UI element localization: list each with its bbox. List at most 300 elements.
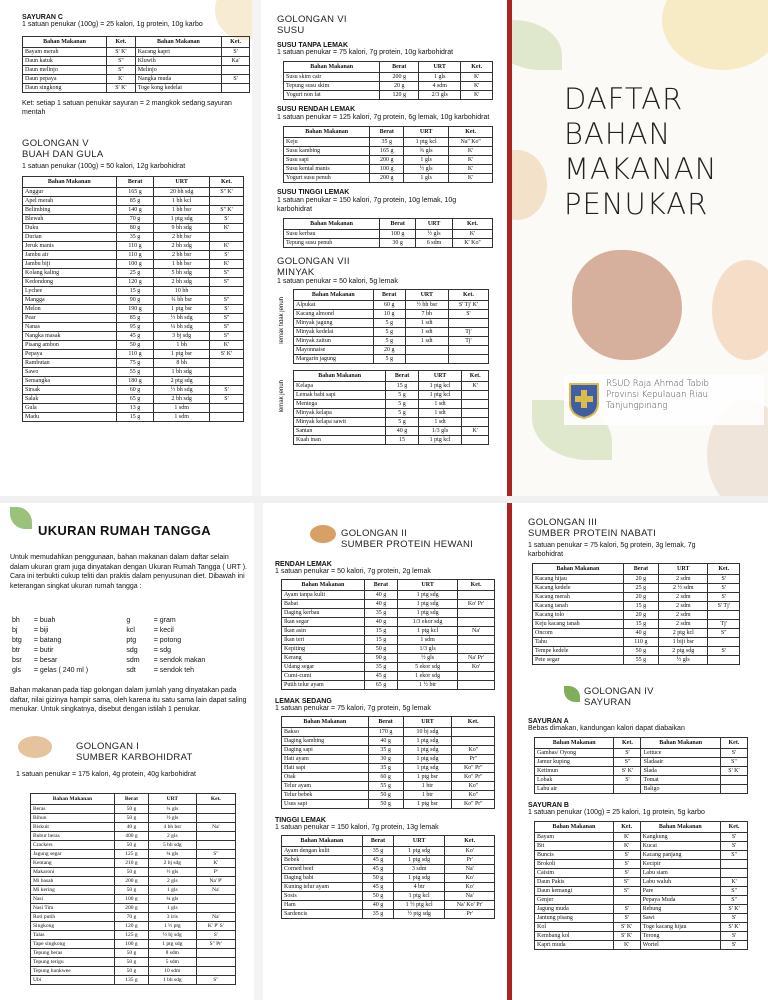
table-row bbox=[23, 386, 244, 395]
table-cell: Sosis bbox=[282, 892, 363, 901]
table-cell: K' bbox=[196, 859, 235, 868]
table-cell: Bakso bbox=[282, 728, 369, 737]
table-row bbox=[282, 654, 495, 663]
table-row bbox=[282, 910, 495, 919]
table-cell: 200 g bbox=[370, 156, 404, 165]
abbreviation-cell: bh bbox=[12, 617, 20, 624]
section-heading: SAYURAN A bbox=[528, 718, 569, 725]
table-cell: Susu kambing bbox=[284, 147, 370, 156]
table-cell: S'' bbox=[613, 878, 640, 887]
section-heading: RENDAH LEMAK bbox=[275, 561, 332, 568]
table-cell: K' bbox=[209, 224, 243, 233]
susu-tanpa-lemak-table bbox=[283, 61, 493, 100]
table-row bbox=[23, 395, 244, 404]
table-cell: Biskuit bbox=[31, 823, 115, 832]
table-cell: Kucai bbox=[640, 842, 720, 851]
table-cell: 50 g bbox=[362, 874, 393, 883]
table-cell: ½ bh sdg bbox=[154, 386, 209, 395]
table-cell: 1 bh sdg bbox=[149, 976, 197, 985]
table-row bbox=[31, 832, 236, 841]
table-header-row bbox=[282, 836, 495, 847]
table-cell: 110 g bbox=[116, 242, 154, 251]
table-cell: K' bbox=[452, 230, 492, 239]
rendah-lemak-table bbox=[281, 579, 495, 690]
table-cell: 1 ptg sdg bbox=[393, 856, 444, 865]
table-cell: 2 bh sdg bbox=[154, 242, 209, 251]
table-cell: ¾ gls bbox=[149, 850, 197, 859]
table-cell: S'' bbox=[107, 66, 136, 75]
table-cell: Tomat bbox=[641, 776, 720, 785]
table-cell: S'' bbox=[209, 278, 243, 287]
table-row bbox=[533, 638, 740, 647]
table-row bbox=[535, 860, 748, 869]
table-cell: 1 ptg kcl bbox=[418, 382, 462, 391]
table-cell: S' K' bbox=[613, 932, 640, 941]
table-cell: 50 g bbox=[362, 892, 393, 901]
table-cell: Anggur bbox=[23, 188, 117, 197]
table-cell: 25 g bbox=[623, 584, 658, 593]
table-cell: 5 g bbox=[373, 355, 405, 364]
column-header: Berat bbox=[116, 177, 154, 188]
table-cell: Lemak babi sapi bbox=[294, 391, 386, 400]
table-row bbox=[23, 350, 244, 359]
table-cell: ¼ gls bbox=[149, 805, 197, 814]
table-cell: 110 g bbox=[116, 350, 154, 359]
table-cell: S' bbox=[614, 776, 641, 785]
table-row bbox=[294, 391, 489, 400]
table-row bbox=[533, 593, 740, 602]
table-cell: 35 g bbox=[364, 609, 397, 618]
table-header-row bbox=[284, 219, 493, 230]
table-row bbox=[31, 868, 236, 877]
table-cell: 10 sdm bbox=[149, 967, 197, 976]
table-cell: K' bbox=[107, 75, 136, 84]
table-cell bbox=[452, 737, 495, 746]
table-cell: Yogurt susu penuh bbox=[284, 174, 370, 183]
table-cell: Bebek bbox=[282, 856, 363, 865]
table-cell: 55 g bbox=[623, 656, 658, 665]
table-cell: 1 gls bbox=[149, 886, 197, 895]
table-cell: Daun melinjo bbox=[23, 66, 107, 75]
table-row bbox=[31, 886, 236, 895]
table-cell: 1/3 gls bbox=[418, 427, 462, 436]
table-cell: Pr' bbox=[445, 856, 495, 865]
group-portion: 1 satuan penukar = 50 kalori, 5g lemak bbox=[277, 278, 398, 285]
section-subtitle: Bebas dimakan, kandungan kalori dapat diabaikan bbox=[528, 725, 685, 732]
table-row bbox=[23, 233, 244, 242]
column-header: Ket. bbox=[452, 717, 495, 728]
column-header: Ket. bbox=[196, 794, 235, 805]
table-cell: 1 ptg sdg bbox=[398, 591, 458, 600]
table-cell: 1 ptg bsr bbox=[154, 305, 209, 314]
table-cell: S' bbox=[448, 310, 488, 319]
table-cell: Kelapa bbox=[294, 382, 386, 391]
table-cell: Jamur kuping bbox=[535, 758, 614, 767]
table-row bbox=[282, 892, 495, 901]
table-cell: Bayam bbox=[535, 833, 614, 842]
table-row bbox=[533, 620, 740, 629]
column-header: URT bbox=[659, 564, 708, 575]
table-row bbox=[294, 409, 489, 418]
table-cell: Blewah bbox=[23, 215, 117, 224]
table-cell: Beras bbox=[31, 805, 115, 814]
table-cell: S' bbox=[222, 48, 250, 57]
table-cell: 45 g bbox=[116, 332, 154, 341]
table-row bbox=[535, 776, 748, 785]
section-heading: SAYURAN C bbox=[22, 14, 63, 21]
table-cell: ¾ gls bbox=[404, 147, 449, 156]
abbreviation-cell: = gelas ( 240 ml ) bbox=[33, 667, 89, 674]
table-row bbox=[282, 847, 495, 856]
table-row bbox=[282, 800, 495, 809]
table-cell: 50 g bbox=[114, 805, 148, 814]
table-cell: Mi kering bbox=[31, 886, 115, 895]
table-cell: S' Tj' bbox=[708, 602, 740, 611]
column-header: Bahan Makanan bbox=[535, 738, 614, 749]
table-cell: K' bbox=[461, 82, 493, 91]
table-cell: Bit bbox=[535, 842, 614, 851]
table-cell: 1 sdm bbox=[154, 404, 209, 413]
table-row bbox=[23, 413, 244, 422]
column-header: Berat bbox=[386, 371, 418, 382]
table-cell: ½ bh sdg bbox=[154, 314, 209, 323]
table-cell: Telur ayam bbox=[282, 782, 369, 791]
table-cell: 40 g bbox=[623, 629, 658, 638]
table-row bbox=[23, 242, 244, 251]
lemak-tidak-jenuh-table bbox=[293, 289, 489, 364]
table-cell: Kolang kaling bbox=[23, 269, 117, 278]
group-portion: 1 satuan penukar = 75 kalori, 5g protein, 3g lemak, 7g karbohidrat bbox=[528, 542, 696, 558]
column-header: Bahan Makanan bbox=[23, 37, 107, 48]
table-cell: K' Ko'' bbox=[452, 239, 492, 248]
table-cell: Daging sapi bbox=[282, 746, 369, 755]
table-cell: 1 sdt bbox=[418, 418, 462, 427]
table-row bbox=[282, 901, 495, 910]
table-cell: 9 bh sdg bbox=[154, 224, 209, 233]
table-cell: S' bbox=[613, 851, 640, 860]
table-cell: 35 g bbox=[368, 764, 403, 773]
table-cell: Ko' Pr' bbox=[458, 600, 495, 609]
note: Ket: setiap 1 satuan penukar sayuran = 2 mangkok sedang sayuran mentah bbox=[22, 100, 232, 116]
table-cell: 2 bh bsr bbox=[154, 233, 209, 242]
abbreviation-cell: = potong bbox=[153, 637, 182, 644]
table-row bbox=[535, 932, 748, 941]
table-cell: K' bbox=[461, 91, 493, 100]
table-header-row bbox=[282, 580, 495, 591]
table-cell: Kacang kapri bbox=[135, 48, 221, 57]
table-cell: Mangga bbox=[23, 296, 117, 305]
abbreviation-cell: btg bbox=[12, 637, 22, 644]
cover-title-line: MAKANAN bbox=[564, 152, 718, 186]
table-cell: 15 g bbox=[623, 620, 658, 629]
table-cell: S' bbox=[196, 931, 235, 940]
table-row bbox=[23, 314, 244, 323]
table-row bbox=[23, 368, 244, 377]
table-cell: Tepung terigu bbox=[31, 958, 115, 967]
org-box bbox=[564, 375, 764, 425]
table-cell: K' bbox=[721, 878, 748, 887]
table-cell bbox=[209, 413, 243, 422]
table-cell bbox=[458, 672, 495, 681]
section-subtitle: 1 satuan penukar = 150 kalori, 7g protein, 13g lemak bbox=[275, 824, 439, 831]
table-cell: Crackers bbox=[31, 841, 115, 850]
table-row bbox=[294, 427, 489, 436]
table-cell: 1 gls bbox=[404, 156, 449, 165]
table-cell: 70 g bbox=[114, 913, 148, 922]
group-title: GOLONGAN IV bbox=[584, 686, 654, 697]
table-cell: S'' bbox=[721, 896, 748, 905]
org-name: RSUD Raja Ahmad Tabib bbox=[606, 379, 709, 389]
table-cell bbox=[448, 319, 488, 328]
table-cell: 1 ptg bsr bbox=[403, 773, 452, 782]
table-cell: S'' bbox=[614, 758, 641, 767]
table-row bbox=[282, 791, 495, 800]
column-header: Bahan Makanan bbox=[282, 717, 369, 728]
table-cell: Wortel bbox=[640, 941, 720, 950]
table-cell: Talas bbox=[31, 931, 115, 940]
table-cell: 125 g bbox=[114, 850, 148, 859]
table-cell: 200 g bbox=[114, 877, 148, 886]
table-cell: 2 bh bsr bbox=[154, 251, 209, 260]
table-cell: 2 ptg kcl bbox=[659, 629, 708, 638]
protein-nabati-table bbox=[532, 563, 740, 665]
table-cell: Keju bbox=[284, 138, 370, 147]
table-cell: P' bbox=[196, 868, 235, 877]
table-cell: 40 g bbox=[114, 823, 148, 832]
table-row bbox=[284, 239, 493, 248]
cover-title-line: DAFTAR bbox=[564, 82, 684, 116]
column-header: Bahan Makanan bbox=[294, 290, 374, 301]
table-row bbox=[31, 967, 236, 976]
table-cell: Ko'' bbox=[452, 782, 495, 791]
table-cell bbox=[708, 638, 740, 647]
table-cell: S'' bbox=[720, 758, 747, 767]
table-cell bbox=[209, 377, 243, 386]
table-cell: 40 g bbox=[364, 591, 397, 600]
table-cell: Nanas bbox=[23, 323, 117, 332]
table-cell: S' bbox=[209, 395, 243, 404]
table-row bbox=[284, 147, 493, 156]
table-row bbox=[533, 656, 740, 665]
table-cell: 1 ekor sdg bbox=[398, 672, 458, 681]
table-cell: Hati sapi bbox=[282, 764, 369, 773]
table-cell: Rambutan bbox=[23, 359, 117, 368]
table-cell: Toge kong kedelai bbox=[135, 84, 221, 93]
table-cell: 60 g bbox=[373, 301, 405, 310]
table-row bbox=[282, 645, 495, 654]
table-cell: 4 bh bsr bbox=[149, 823, 197, 832]
group-subtitle: SUMBER KARBOHIDRAT bbox=[76, 752, 193, 763]
table-row bbox=[23, 206, 244, 215]
table-row bbox=[535, 887, 748, 896]
column-header: Ket. bbox=[461, 62, 493, 73]
table-cell: 35 g bbox=[370, 138, 404, 147]
table-cell: S'' Pr' bbox=[196, 940, 235, 949]
table-cell: 2 gls bbox=[149, 832, 197, 841]
table-cell bbox=[448, 355, 488, 364]
table-row bbox=[31, 859, 236, 868]
table-cell: Pear bbox=[23, 314, 117, 323]
table-cell: Tepung susu skim bbox=[284, 82, 380, 91]
column-header: URT bbox=[419, 62, 461, 73]
table-cell: S'' bbox=[107, 57, 136, 66]
table-cell: Hati ayam bbox=[282, 755, 369, 764]
table-row bbox=[535, 905, 748, 914]
table-cell: K' bbox=[449, 165, 493, 174]
table-cell: Putih telur ayam bbox=[282, 681, 365, 690]
table-cell: Corned beef bbox=[282, 865, 363, 874]
table-cell: 70 g bbox=[116, 215, 154, 224]
table-row bbox=[294, 346, 489, 355]
table-cell: S' K' bbox=[614, 767, 641, 776]
table-cell bbox=[196, 949, 235, 958]
table-cell: Susu skim cair bbox=[284, 73, 380, 82]
table-row bbox=[23, 332, 244, 341]
table-cell: K' bbox=[449, 174, 493, 183]
table-cell: Daun pepaya bbox=[23, 75, 107, 84]
table-cell: Tj' bbox=[708, 620, 740, 629]
table-cell: S' bbox=[721, 833, 748, 842]
column-header: Bahan Makanan bbox=[284, 219, 380, 230]
table-cell: 1 bh bbox=[154, 341, 209, 350]
table-cell bbox=[614, 785, 641, 794]
leaf-icon bbox=[10, 507, 32, 529]
table-cell: 1 bh bsr bbox=[154, 260, 209, 269]
table-cell: Tahu bbox=[533, 638, 624, 647]
table-cell: S' bbox=[613, 914, 640, 923]
table-cell: 1 ptg kcl bbox=[398, 627, 458, 636]
table-cell: Kedondong bbox=[23, 278, 117, 287]
leaf-illustration bbox=[512, 20, 562, 70]
table-header-row bbox=[284, 127, 493, 138]
table-cell: 165 g bbox=[116, 188, 154, 197]
table-row bbox=[23, 48, 250, 57]
table-cell: S' bbox=[708, 647, 740, 656]
table-cell: S' bbox=[209, 386, 243, 395]
vegetable-illustration bbox=[712, 260, 768, 360]
table-cell: Udang segar bbox=[282, 663, 365, 672]
table-cell: Yogurt non fat bbox=[284, 91, 380, 100]
column-header: Berat bbox=[373, 290, 405, 301]
table-row bbox=[31, 931, 236, 940]
table-cell: 45 g bbox=[364, 672, 397, 681]
table-row bbox=[533, 647, 740, 656]
table-cell: 50 g bbox=[114, 958, 148, 967]
abbreviation-cell: gls bbox=[12, 667, 21, 674]
table-cell: Ko'' Pr'' bbox=[452, 800, 495, 809]
buah-table bbox=[22, 176, 244, 422]
table-cell: Kuning telur ayam bbox=[282, 883, 363, 892]
table-cell: 1 sdm bbox=[154, 413, 209, 422]
table-row bbox=[31, 823, 236, 832]
table-cell: Apel merah bbox=[23, 197, 117, 206]
table-cell: 1 bh sdg bbox=[154, 368, 209, 377]
table-row bbox=[535, 833, 748, 842]
table-cell bbox=[209, 368, 243, 377]
table-cell: Oncom bbox=[533, 629, 624, 638]
table-cell: S' bbox=[209, 215, 243, 224]
abbreviation-cell: sdg bbox=[126, 647, 138, 654]
table-cell: S'' bbox=[209, 323, 243, 332]
table-cell: 1 ptg sdg bbox=[154, 215, 209, 224]
table-cell: 50 g bbox=[114, 814, 148, 823]
section-heading: TINGGI LEMAK bbox=[275, 817, 326, 824]
table-cell: S' bbox=[708, 575, 740, 584]
table-cell: Susu kental manis bbox=[284, 165, 370, 174]
table-cell: K' bbox=[613, 842, 640, 851]
column-header: URT bbox=[416, 219, 453, 230]
table-row bbox=[23, 224, 244, 233]
table-cell: 1 bh kcl bbox=[154, 197, 209, 206]
table-cell: 50 g bbox=[114, 868, 148, 877]
table-cell: Na'' Ko'' bbox=[449, 138, 493, 147]
abbreviation-row bbox=[10, 636, 240, 646]
table-cell: S' bbox=[613, 869, 640, 878]
table-cell: Mi basah bbox=[31, 877, 115, 886]
table-row bbox=[282, 681, 495, 690]
table-cell: S'' bbox=[209, 332, 243, 341]
table-cell: 45 g bbox=[362, 883, 393, 892]
table-cell bbox=[196, 904, 235, 913]
table-cell bbox=[209, 404, 243, 413]
table-cell: Ketimun bbox=[535, 767, 614, 776]
table-cell: 1 gls bbox=[419, 73, 461, 82]
table-cell: 40 g bbox=[364, 600, 397, 609]
table-cell: Pr'' bbox=[452, 755, 495, 764]
table-row bbox=[31, 841, 236, 850]
table-cell: Kuah inan bbox=[294, 436, 386, 445]
table-cell bbox=[196, 958, 235, 967]
column-header: Bahan Makanan bbox=[282, 836, 363, 847]
column-header: Bahan Makanan bbox=[533, 564, 624, 575]
column-header: Ket. bbox=[209, 177, 243, 188]
table-row bbox=[294, 337, 489, 346]
table-cell bbox=[196, 814, 235, 823]
table-cell: S' bbox=[720, 749, 747, 758]
table-cell: Minyak kedelai bbox=[294, 328, 374, 337]
section-heading: SUSU TANPA LEMAK bbox=[277, 42, 349, 49]
table-cell: Kluwih bbox=[135, 57, 221, 66]
table-cell: S' K' bbox=[720, 767, 747, 776]
table-cell: Ikan teri bbox=[282, 636, 365, 645]
karbohidrat-table bbox=[30, 793, 236, 985]
table-cell: 80 g bbox=[116, 224, 154, 233]
table-row bbox=[533, 575, 740, 584]
table-cell: 200 g bbox=[380, 73, 419, 82]
table-row bbox=[533, 611, 740, 620]
table-row bbox=[535, 914, 748, 923]
table-row bbox=[282, 746, 495, 755]
table-cell: Ko' bbox=[445, 874, 495, 883]
column-header: Berat bbox=[364, 580, 397, 591]
table-cell: Toge kacang hijau bbox=[640, 923, 720, 932]
table-cell: Jambu biji bbox=[23, 260, 117, 269]
table-cell: 1 ptg bsr bbox=[403, 800, 452, 809]
table-row bbox=[535, 878, 748, 887]
column-header: Ket. bbox=[445, 836, 495, 847]
table-cell bbox=[405, 346, 448, 355]
section-heading: LEMAK SEDANG bbox=[275, 698, 332, 705]
table-cell: 2 ptg sdg bbox=[154, 377, 209, 386]
abbreviation-row bbox=[10, 666, 240, 676]
table-cell: 15 g bbox=[116, 413, 154, 422]
table-row bbox=[284, 156, 493, 165]
table-cell bbox=[458, 591, 495, 600]
table-cell: K' bbox=[209, 260, 243, 269]
table-cell: Santan bbox=[294, 427, 386, 436]
table-cell: S' K' bbox=[721, 923, 748, 932]
table-cell: 20 g bbox=[623, 593, 658, 602]
